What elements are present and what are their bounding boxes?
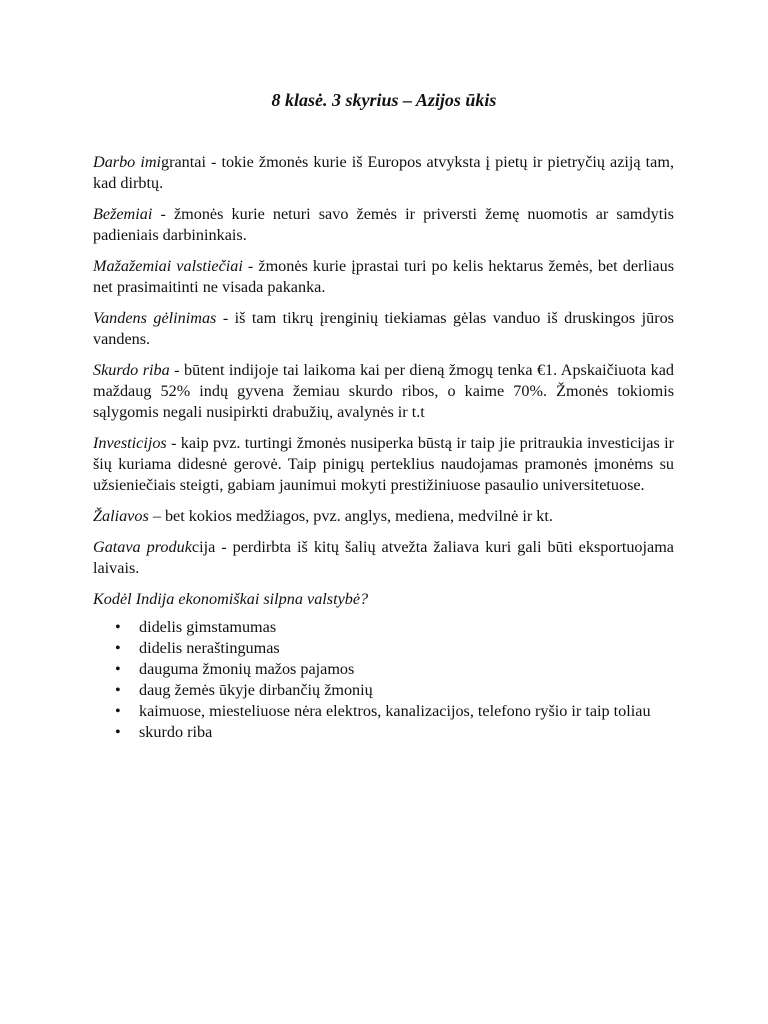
list-item-text: skurdo riba <box>139 723 213 741</box>
definition-text: – bet kokios medžiagos, pvz. anglys, mediena, medvilnė ir kt. <box>148 507 553 525</box>
document-title: 8 klasė. 3 skyrius – Azijos ūkis <box>271 90 497 110</box>
definition-text: - kaip pvz. turtingi žmonės nusiperka būstą ir taip jie pritraukia investicijas ir šių kuriama didesnė gerovė. Taip pinigų perteklius naudojamas pramonės įmonėms su užsieniečiais steigti, gabiam jaunimui mokyti prestižiniuose pasaulio universitetuose. <box>93 434 674 494</box>
list-item <box>93 680 674 701</box>
definition-paragraph <box>93 152 674 194</box>
definition-term: Bežemiai <box>93 205 153 223</box>
list-item-text: didelis gimstamumas <box>139 618 277 636</box>
bullet-icon: • <box>115 723 121 741</box>
definition-text: - žmonės kurie įprastai turi po kelis hektarus žemės, bet derliaus net prasimaitinti ne visada pakanka. <box>93 257 674 296</box>
definition-term: Mažažemiai valstiečiai <box>93 257 243 275</box>
definition-paragraph <box>93 360 674 423</box>
definition-text: cija - perdirbta iš kitų šalių atvežta žaliava kuri gali būti eksportuojama laivais. <box>93 538 674 577</box>
list-item <box>93 638 674 659</box>
definition-term: Darbo imi <box>93 153 162 171</box>
document-body <box>93 152 674 743</box>
definition-text: grantai - tokie žmonės kurie iš Europos atvyksta į pietų ir pietryčių aziją tam, kad dirbtų. <box>93 153 674 192</box>
reasons-list <box>93 617 674 743</box>
list-item-text: kaimuose, miesteliuose nėra elektros, kanalizacijos, telefono ryšio ir taip toliau <box>139 702 651 720</box>
bullet-icon: • <box>115 702 121 720</box>
definition-paragraph <box>93 506 674 527</box>
definition-term: Skurdo riba <box>93 361 170 379</box>
bullet-icon: • <box>115 618 121 636</box>
definition-paragraph <box>93 537 674 579</box>
definition-paragraph <box>93 256 674 298</box>
definition-term: Investicijos <box>93 434 167 452</box>
definition-paragraph <box>93 433 674 496</box>
bullet-icon: • <box>115 639 121 657</box>
bullet-icon: • <box>115 681 121 699</box>
definition-text: - iš tam tikrų įrenginių tiekiamas gėlas vanduo iš druskingos jūros vandens. <box>93 309 674 348</box>
definition-term: Gatava produk <box>93 538 192 556</box>
list-item <box>93 617 674 638</box>
list-item <box>93 701 674 722</box>
definition-text: - žmonės kurie neturi savo žemės ir priversti žemę nuomotis ar samdytis padieniais darbininkais. <box>93 205 674 244</box>
list-item-text: didelis neraštingumas <box>139 639 280 657</box>
definition-text: - būtent indijoje tai laikoma kai per dieną žmogų tenka €1. Apskaičiuota kad maždaug 52% indų gyvena žemiau skurdo ribos, o kaime 70%. Žmonės tokiomis sąlygomis negali nusipirkti drabužių, avalynės ir t.t <box>93 361 674 421</box>
list-item-text: daug žemės ūkyje dirbančių žmonių <box>139 681 373 699</box>
list-item <box>93 659 674 680</box>
list-item-text: dauguma žmonių mažos pajamos <box>139 660 355 678</box>
definition-term: Žaliavos <box>93 507 149 525</box>
bullet-icon: • <box>115 660 121 678</box>
definition-term: Vandens gėlinimas <box>93 309 217 327</box>
question-heading: Kodėl Indija ekonomiškai silpna valstybė? <box>93 590 369 608</box>
list-item <box>93 722 674 743</box>
definition-paragraph <box>93 204 674 246</box>
definition-paragraph <box>93 308 674 350</box>
